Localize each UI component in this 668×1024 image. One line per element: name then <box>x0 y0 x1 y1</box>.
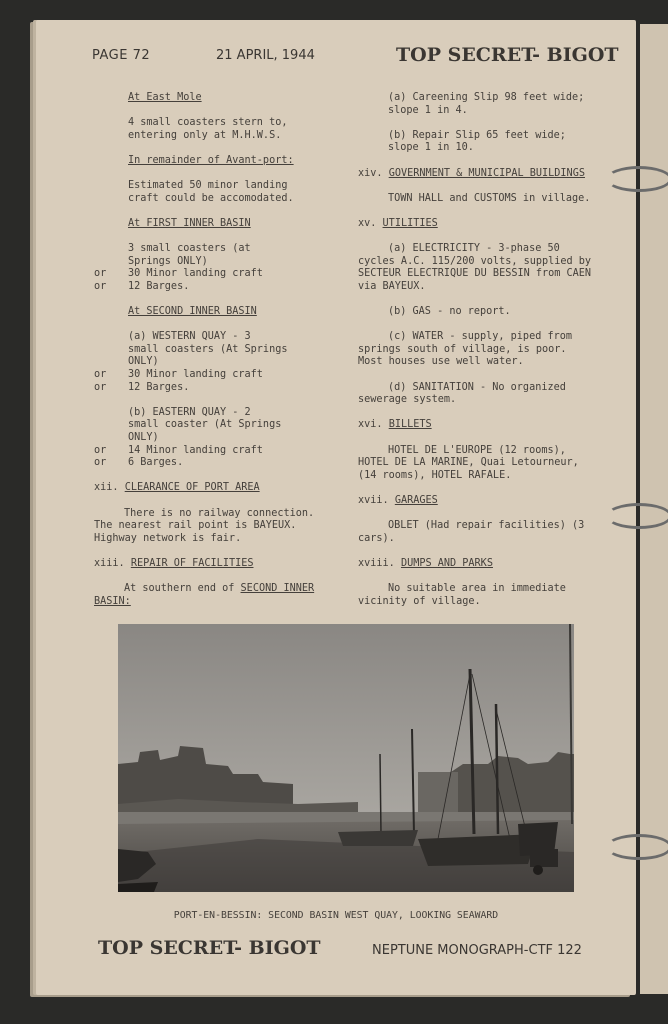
avant-port-line: Estimated 50 minor landing <box>128 180 288 192</box>
east-mole-line: entering only at M.H.W.S. <box>128 129 282 141</box>
left-column <box>94 92 354 621</box>
western-quay-line: 12 Barges. <box>128 381 190 393</box>
garages-heading: GARAGES <box>394 495 438 506</box>
dumps-heading: DUMPS AND PARKS <box>400 557 493 569</box>
binder-ring <box>606 503 668 529</box>
electricity-line: via BAYEUX. <box>358 280 426 292</box>
eastern-quay-line: ONLY) <box>128 432 159 444</box>
second-basin-heading: At SECOND INNER BASIN <box>128 306 257 318</box>
or-label: or <box>94 280 107 292</box>
or-label: or <box>94 444 107 456</box>
repair-line: At southern end of <box>124 583 241 595</box>
clearance-line: There is no railway connection. <box>124 507 315 519</box>
or-label: or <box>94 457 107 469</box>
repair-heading: REPAIR OF FACILITIES <box>130 557 254 569</box>
avant-port-heading: In remainder of Avant-port: <box>128 154 294 166</box>
clearance-line: Highway network is fair. <box>94 532 242 544</box>
clearance-heading: CLEARANCE OF PORT AREA <box>124 482 260 494</box>
first-basin-heading: At FIRST INNER BASIN <box>128 217 251 229</box>
billets-line: HOTEL DE LA MARINE, Quai Letourneur, <box>358 457 579 469</box>
government-line: TOWN HALL and CUSTOMS in village. <box>388 192 591 204</box>
sanitation-line: sewerage system. <box>358 394 457 406</box>
binder-ring <box>606 166 668 192</box>
sanitation-line: (d) SANITATION - No organized <box>388 381 566 393</box>
section-number: xvi. <box>358 419 383 431</box>
gas-line: (b) GAS - no report. <box>388 306 511 318</box>
footer-monograph: NEPTUNE MONOGRAPH-CTF 122 <box>372 943 582 958</box>
first-basin-line: 12 Barges. <box>128 280 190 292</box>
section-number: xviii. <box>358 557 395 569</box>
water-line: springs south of village, is poor. <box>358 343 567 355</box>
repair-line-underlined: BASIN: <box>94 595 131 607</box>
electricity-line: (a) ELECTRICITY - 3-phase 50 <box>388 243 560 255</box>
footer-classification: TOP SECRET- BIGOT <box>98 937 321 959</box>
dumps-line: vicinity of village. <box>358 595 481 607</box>
garages-line: cars). <box>358 532 395 544</box>
billets-line: HOTEL DE L'EUROPE (12 rooms), <box>388 444 566 456</box>
eastern-quay-line: (b) EASTERN QUAY - 2 <box>128 406 251 418</box>
harbour-photo <box>118 624 574 892</box>
water-line: Most houses use well water. <box>358 356 524 368</box>
right-column <box>358 92 632 621</box>
page-number: PAGE 72 <box>92 48 151 63</box>
first-basin-line: 30 Minor landing craft <box>128 268 263 280</box>
eastern-quay-line: small coaster (At Springs <box>128 419 282 431</box>
slip-line: slope 1 in 4. <box>388 104 468 116</box>
page-date: 21 APRIL, 1944 <box>216 48 315 63</box>
east-mole-line: 4 small coasters stern to, <box>128 117 288 129</box>
dumps-line: No suitable area in immediate <box>388 583 566 595</box>
east-mole-heading: At East Mole <box>128 92 202 103</box>
utilities-heading: UTILITIES <box>382 217 438 229</box>
slip-line: slope 1 in 10. <box>388 142 474 154</box>
or-label: or <box>94 268 107 280</box>
section-number: xiv. <box>358 167 383 179</box>
eastern-quay-line: 14 Minor landing craft <box>128 444 263 456</box>
garages-line: OBLET (Had repair facilities) (3 <box>388 520 585 532</box>
harbour-photo-drawing <box>118 624 574 892</box>
eastern-quay-line: 6 Barges. <box>128 457 184 469</box>
header-classification: TOP SECRET- BIGOT <box>396 44 619 66</box>
western-quay-line: ONLY) <box>128 356 159 368</box>
western-quay-line: (a) WESTERN QUAY - 3 <box>128 331 251 343</box>
electricity-line: cycles A.C. 115/200 volts, supplied by <box>358 255 592 267</box>
section-number: xii. <box>94 482 119 494</box>
or-label: or <box>94 369 107 381</box>
repair-line-underlined: SECOND INNER <box>240 583 315 595</box>
first-basin-line: Springs ONLY) <box>128 255 208 267</box>
document-page <box>36 20 636 995</box>
or-label: or <box>94 381 107 393</box>
slip-line: (b) Repair Slip 65 feet wide; <box>388 129 566 141</box>
western-quay-line: 30 Minor landing craft <box>128 369 263 381</box>
billets-line: (14 rooms), HOTEL RAFALE. <box>358 469 512 481</box>
avant-port-line: craft could be accomodated. <box>128 192 294 204</box>
government-heading: GOVERNMENT & MUNICIPAL BUILDINGS <box>388 167 585 179</box>
section-number: xiii. <box>94 557 125 569</box>
section-number: xvii. <box>358 495 389 506</box>
billets-heading: BILLETS <box>388 419 432 431</box>
first-basin-line: 3 small coasters (at <box>128 243 251 255</box>
photo-caption: PORT-EN-BESSIN: SECOND BASIN WEST QUAY, LOOKING SEAWARD <box>173 910 499 921</box>
electricity-line: SECTEUR ELECTRIQUE DU BESSIN from CAEN <box>358 268 592 280</box>
binder-ring <box>606 834 668 860</box>
water-line: (c) WATER - supply, piped from <box>388 331 573 343</box>
western-quay-line: small coasters (At Springs <box>128 343 288 355</box>
slip-line: (a) Careening Slip 98 feet wide; <box>388 92 585 103</box>
section-number: xv. <box>358 217 377 229</box>
clearance-line: The nearest rail point is BAYEUX. <box>94 520 297 532</box>
